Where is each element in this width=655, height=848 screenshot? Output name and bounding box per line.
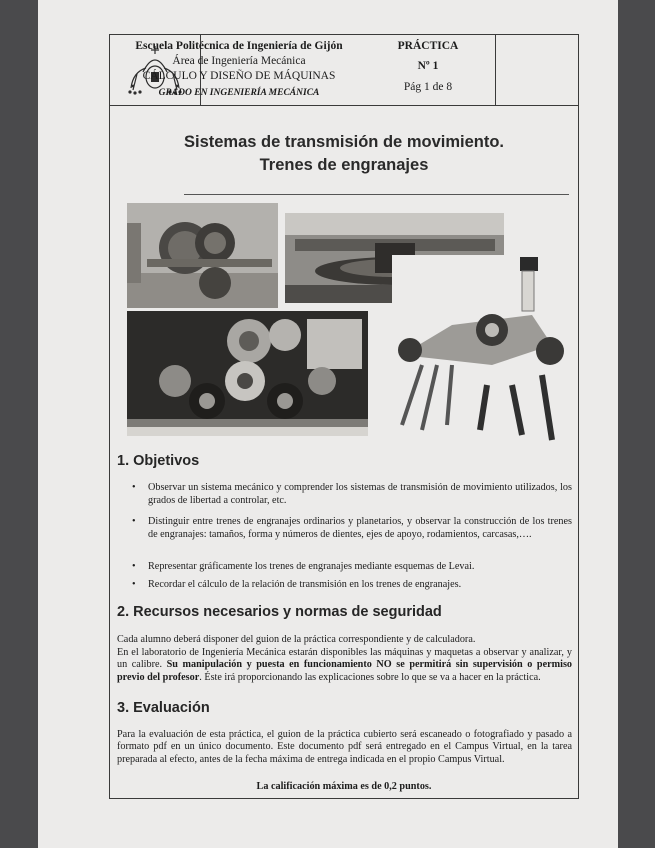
page-info: Pág 1 de 8 [403,81,453,93]
area-name: Área de Ingeniería Mecánica [172,55,306,67]
course-name: CÁLCULO Y DISEÑO DE MÁQUINAS [142,70,336,82]
evaluacion-paragraph: Para la evaluación de esta práctica, el guion de la práctica cubierto será escaneado o fotografiado y pasado a formato pdf en un único documento. Este documento pdf será entregado en el Campus Virtual, en la tarea preparada al efecto, antes de la fecha máxima de entrega indicada en el propio Campus Virtual. [117,729,572,765]
document-title-line1: Sistemas de transmisión de movimiento. [183,133,504,151]
bullet-icon: • [132,482,136,493]
bullet-icon: • [132,561,136,572]
robot-arm-photo [392,255,570,445]
practice-cell [495,34,580,105]
evaluacion-heading: 3. Evaluación [117,700,210,716]
safety-warning: Su manipulación y puesta en funcionamiento NO se permitirá sin supervisión o permiso previo del profesor [117,659,572,683]
recursos-heading: 2. Recursos necesarios y normas de seguridad [117,604,442,620]
objetivos-heading: 1. Objetivos [117,453,200,469]
gear-train-photo [127,311,368,436]
degree-name: GRADO EN INGENIERÍA MECÁNICA [158,88,320,98]
recursos-paragraph-2: En el laboratorio de Ingeniería Mecánica estarán disponibles las máquinas y maquetas a observar y analizar, y un calibre. Su manipulación y puesta en funcionamiento NO se permitirá sin supervisión o permiso previo del profesor. Éste irá proporcionando las explicaciones sobre lo que se va a hacer en la práctica. [117,647,572,683]
list-item: • Representar gráficamente los trenes de engranajes mediante esquemas de Levai. [132,561,475,572]
school-name: Escuela Politécnica de Ingeniería de Gijón [135,40,343,52]
list-item: • Distinguir entre trenes de engranajes ordinarios y planetarios, y observar la construcción de los trenes de engranajes: tamaños, forma y números de dientes, ejes de apoyo, rodamientos, carcasas,…. [132,516,572,540]
list-item: • Observar un sistema mecánico y comprender los sistemas de transmisión de movimiento utilizados, los grados de libertad a controlar, etc. [132,482,572,506]
title-rule [184,194,569,195]
bullet-icon: • [132,516,136,527]
bullet-icon: • [132,579,136,590]
practice-number: Nº 1 [417,60,439,72]
gearbox-photo [127,203,278,308]
practice-label: PRÁCTICA [397,40,459,52]
recursos-paragraph-1: Cada alumno deberá disponer del guion de la práctica correspondiente y de calculadora. [117,634,476,645]
document-title-line2: Trenes de engranajes [259,156,429,174]
max-grade-note: La calificación máxima es de 0,2 puntos. [256,781,432,792]
list-item: • Recordar el cálculo de la relación de transmisión en los trenes de engranajes. [132,579,462,590]
